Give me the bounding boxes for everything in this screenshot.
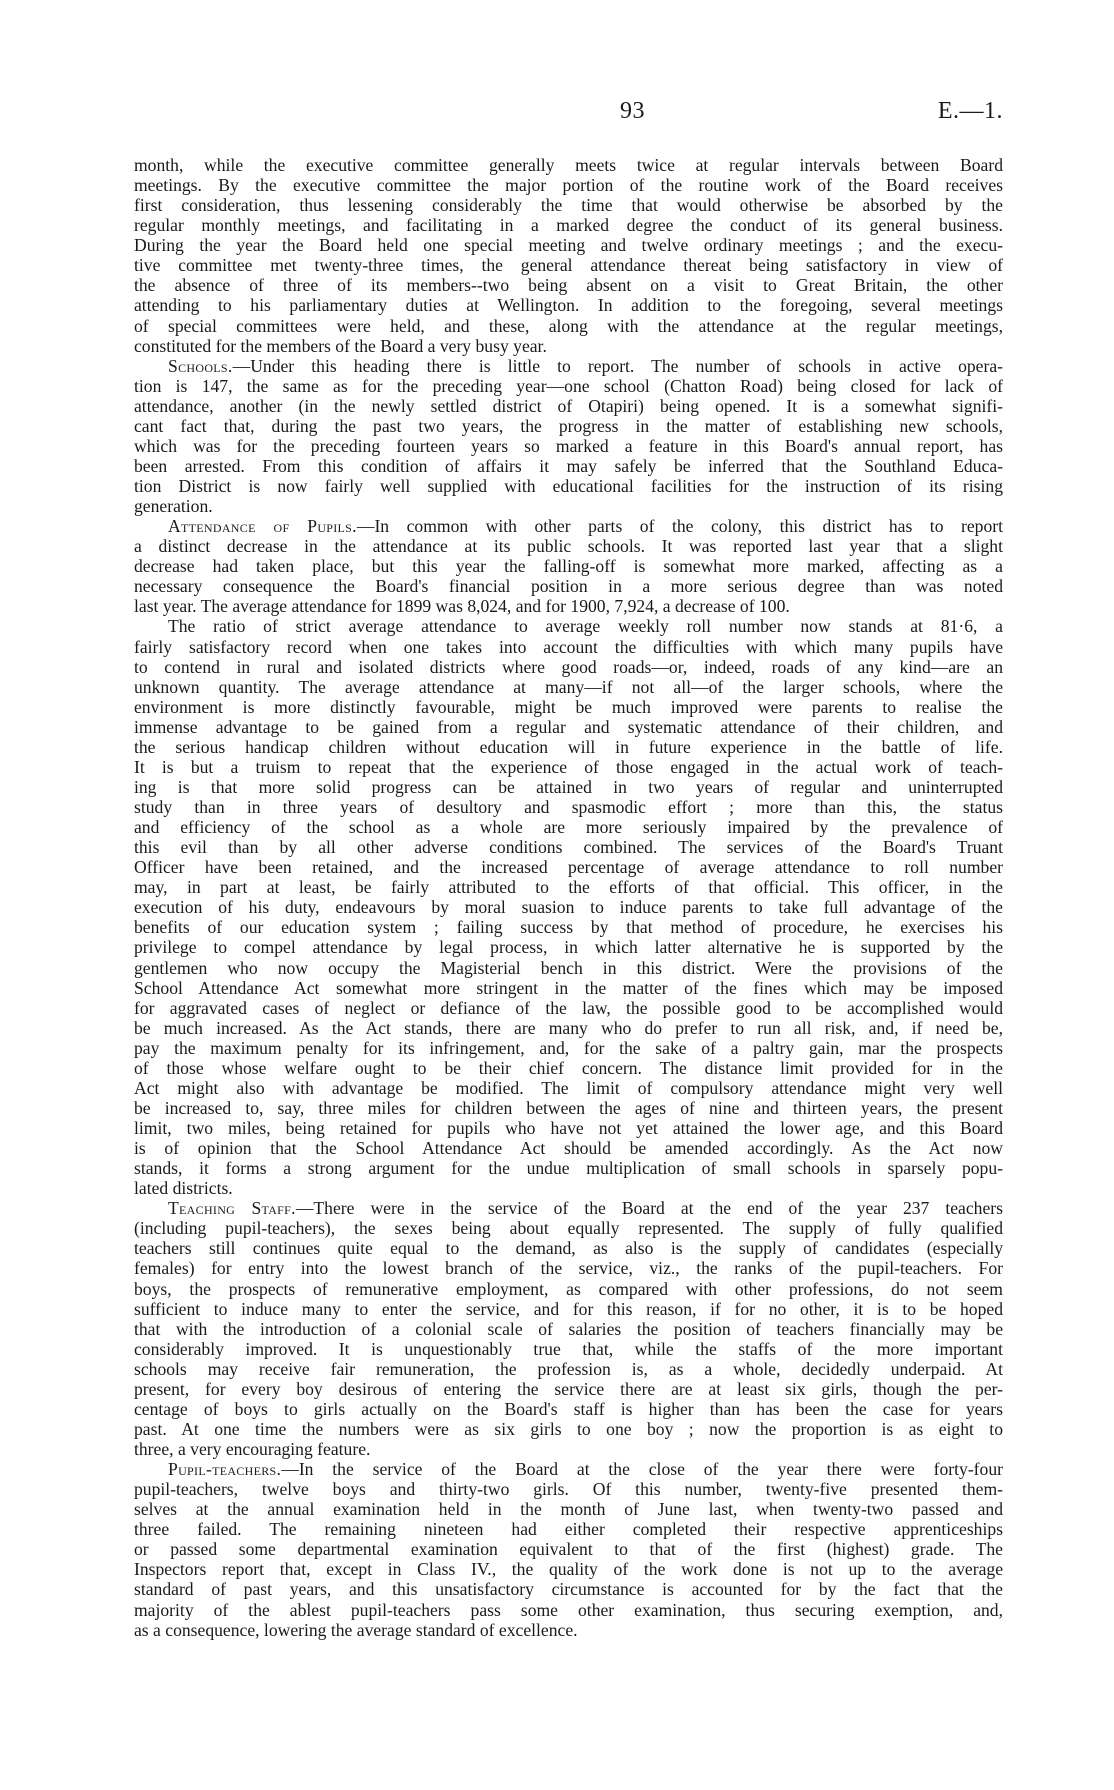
text-line	[134, 1198, 1003, 1218]
text-line	[134, 1459, 1003, 1479]
line-text: gentlemen who now occupy the Magisterial bench in this district. Were the provisions of the	[134, 957, 1003, 978]
text-line	[134, 1299, 1003, 1319]
text-line	[134, 797, 1003, 817]
line-text: tion is 147, the same as for the preceding year—one school (Chatton Road) being closed for lack of	[134, 375, 1003, 396]
line-text: lated districts.	[134, 1178, 233, 1199]
text-line	[134, 1279, 1003, 1299]
line-text: stands, it forms a strong argument for the undue multiplication of small schools in sparsely popu-	[134, 1158, 1003, 1179]
line-text: three, a very encouraging feature.	[134, 1439, 371, 1459]
line-text: last year. The average attendance for 1899 was 8,024, and for 1900, 7,924, a decrease of 100.	[134, 596, 790, 617]
text-line	[134, 857, 1003, 877]
text-line	[134, 837, 1003, 857]
line-text: schools may receive fair remuneration, the profession is, as a whole, decidedly underpaid. At	[134, 1358, 1003, 1379]
line-text: standard of past years, and this unsatisfactory circumstance is accounted for by the fact that the	[134, 1579, 1003, 1600]
text-line	[134, 1018, 1003, 1038]
paragraph	[134, 616, 1003, 1198]
line-text: this evil than by all other adverse conditions combined. The services of the Board's Truant	[134, 837, 1003, 858]
line-text: the serious handicap children without education will in future experience in the battle of life.	[134, 736, 1003, 757]
line-text: pupil-teachers, twelve boys and thirty-two girls. Of this number, twenty-five presented them-	[134, 1479, 1003, 1500]
line-text: present, for every boy desirous of entering the service there are at least six girls, though the per-	[134, 1378, 1003, 1399]
line-text: ing is that more solid progress can be attained in two years of regular and uninterrupted	[134, 776, 1003, 797]
text-line	[134, 1359, 1003, 1379]
text-line	[134, 1138, 1003, 1158]
paragraph	[134, 1459, 1003, 1640]
text-line	[134, 1519, 1003, 1539]
line-text: teachers still continues quite equal to the demand, as also is the supply of candidates (especially	[134, 1238, 1003, 1259]
text-line	[134, 396, 1003, 416]
text-line	[134, 175, 1003, 195]
text-line	[134, 1118, 1003, 1138]
line-text: and efficiency of the school as a whole are more seriously impaired by the prevalence of	[134, 817, 1003, 838]
text-line	[134, 737, 1003, 757]
text-line	[134, 1600, 1003, 1620]
paragraph	[134, 155, 1003, 356]
line-text: regular monthly meetings, and facilitating in a marked degree the conduct of its general business.	[134, 215, 1003, 236]
line-text: Officer have been retained, and the increased percentage of average attendance to roll number	[134, 857, 1003, 878]
text-line	[134, 697, 1003, 717]
text-line	[134, 757, 1003, 777]
line-text: be increased to, say, three miles for children between the ages of nine and thirteen years, the present	[134, 1097, 1003, 1118]
line-text: Act might also with advantage be modified. The limit of compulsory attendance might very well	[134, 1077, 1003, 1098]
line-text: —In common with other parts of the colony, this district has to report	[356, 516, 1003, 537]
text-line	[134, 998, 1003, 1018]
text-line	[134, 1339, 1003, 1359]
text-line	[134, 255, 1003, 275]
text-line	[134, 1319, 1003, 1339]
text-line	[134, 1078, 1003, 1098]
text-line	[134, 1178, 1003, 1198]
text-line	[134, 416, 1003, 436]
text-line	[134, 556, 1003, 576]
text-line	[134, 1559, 1003, 1579]
text-line	[134, 817, 1003, 837]
text-line	[134, 677, 1003, 697]
line-text: —There were in the service of the Board at the end of the year 237 teachers	[295, 1198, 1003, 1219]
text-line	[134, 215, 1003, 235]
text-line	[134, 1499, 1003, 1519]
line-text: execution of his duty, endeavours by moral suasion to induce parents to take full advantage of the	[134, 897, 1003, 918]
line-text: —Under this heading there is little to report. The number of schools in active opera-	[232, 355, 1003, 376]
text-line	[134, 316, 1003, 336]
text-line	[134, 516, 1003, 536]
line-text: environment is more distinctly favourable, might be much improved were parents to realise the	[134, 696, 1003, 717]
line-text: tion District is now fairly well supplied with educational facilities for the instruction of its rising	[134, 476, 1003, 496]
text-line	[134, 1098, 1003, 1118]
line-text: majority of the ablest pupil-teachers pass some other examination, thus securing exemption, and,	[134, 1599, 1003, 1620]
text-line	[134, 777, 1003, 797]
text-line	[134, 596, 1003, 616]
text-line	[134, 356, 1003, 376]
text-line	[134, 657, 1003, 677]
text-line	[134, 1419, 1003, 1439]
line-text: sufficient to induce many to enter the service, and for this reason, if for no other, it is to be hoped	[134, 1298, 1003, 1319]
text-line	[134, 275, 1003, 295]
line-text: tive committee met twenty-three times, the general attendance thereat being satisfactory in view of	[134, 255, 1003, 276]
line-text: first consideration, thus lessening considerably the time that would otherwise be absorbed by the	[134, 195, 1003, 216]
line-text: for aggravated cases of neglect or defiance of the law, the possible good to be accomplished would	[134, 997, 1003, 1018]
section-heading: Pupil-teachers.	[168, 1459, 282, 1480]
line-text: of those whose welfare ought to be their chief concern. The distance limit provided for in the	[134, 1057, 1003, 1078]
line-text: a distinct decrease in the attendance at its public schools. It was reported last year that a slight	[134, 536, 1003, 557]
line-text: Inspectors report that, except in Class IV., the quality of the work done is not up to the average	[134, 1559, 1003, 1580]
line-text: cant fact that, during the past two years, the progress in the matter of establishing new schools,	[134, 415, 1003, 436]
text-line	[134, 937, 1003, 957]
text-line	[134, 235, 1003, 255]
paragraph	[134, 1198, 1003, 1459]
section-heading: Attendance of Pupils.	[168, 516, 357, 537]
text-line	[134, 456, 1003, 476]
line-text: attendance, another (in the newly settled district of Otapiri) being opened. It is a somewhat signifi-	[134, 395, 1003, 416]
text-line	[134, 195, 1003, 215]
text-line	[134, 1238, 1003, 1258]
text-line	[134, 1479, 1003, 1499]
text-line	[134, 576, 1003, 596]
text-line	[134, 958, 1003, 978]
line-text: The ratio of strict average attendance to average weekly roll number now stands at 81·6, a	[168, 616, 1003, 637]
line-text: which was for the preceding fourteen years so marked a feature in this Board's annual report, has	[134, 435, 1003, 456]
text-line	[134, 637, 1003, 657]
line-text: been arrested. From this condition of affairs it may safely be inferred that the Southland Educa-	[134, 455, 1003, 476]
page-number: 93	[620, 98, 645, 124]
line-text: the absence of three of its members--two being absent on a visit to Great Britain, the other	[134, 275, 1003, 296]
line-text: decrease had taken place, but this year the falling-off is somewhat more marked, affecting as a	[134, 556, 1003, 577]
line-text: —In the service of the Board at the close of the year there were forty-four	[281, 1459, 1003, 1480]
line-text: be much increased. As the Act stands, there are many who do prefer to run all risk, and, if need be,	[134, 1017, 1003, 1038]
line-text: benefits of our education system ; failing success by that method of procedure, he exercises his	[134, 917, 1003, 938]
document-reference: E.—1.	[937, 98, 1003, 124]
line-text: selves at the annual examination held in the month of June last, when twenty-two passed and	[134, 1499, 1003, 1520]
text-line	[134, 1038, 1003, 1058]
text-line	[134, 917, 1003, 937]
line-text: immense advantage to be gained from a regular and systematic attendance of their children, and	[134, 716, 1003, 737]
line-text: females) for entry into the lowest branch of the service, viz., the ranks of the pupil-teachers. For	[134, 1258, 1003, 1279]
text-line	[134, 1539, 1003, 1559]
line-text: During the year the Board held one special meeting and twelve ordinary meetings ; and the execu-	[134, 235, 1003, 256]
text-line	[134, 1158, 1003, 1178]
text-line	[134, 536, 1003, 556]
line-text: of special committees were held, and these, along with the attendance at the regular meetings,	[134, 315, 1003, 336]
line-text: that with the introduction of a colonial scale of salaries the position of teachers financially may be	[134, 1318, 1003, 1339]
line-text: School Attendance Act somewhat more stringent in the matter of the fines which may be imposed	[134, 977, 1003, 998]
paragraph	[134, 516, 1003, 616]
text-line	[134, 496, 1003, 516]
text-line	[134, 436, 1003, 456]
line-text: attending to his parliamentary duties at Wellington. In addition to the foregoing, several meetings	[134, 295, 1003, 316]
line-text: necessary consequence the Board's financial position in a more serious degree than was noted	[134, 576, 1003, 597]
line-text: meetings. By the executive committee the major portion of the routine work of the Board receives	[134, 175, 1003, 196]
text-line	[134, 336, 1003, 356]
paragraph	[134, 356, 1003, 517]
line-text: month, while the executive committee generally meets twice at regular intervals between Board	[134, 155, 1003, 175]
text-line	[134, 717, 1003, 737]
line-text: It is but a truism to repeat that the experience of those engaged in the actual work of teach-	[134, 756, 1003, 777]
text-line	[134, 1579, 1003, 1599]
line-text: study than in three years of desultory and spasmodic effort ; more than this, the status	[134, 797, 1003, 817]
line-text: is of opinion that the School Attendance Act should be amended accordingly. As the Act now	[134, 1138, 1003, 1159]
line-text: generation.	[134, 496, 213, 517]
text-line	[134, 877, 1003, 897]
line-text: or passed some departmental examination equivalent to that of the first (highest) grade. The	[134, 1539, 1003, 1560]
text-line	[134, 376, 1003, 396]
line-text: constituted for the members of the Board a very busy year.	[134, 335, 547, 356]
line-text: privilege to compel attendance by legal process, in which latter alternative he is supported by the	[134, 937, 1003, 958]
text-line	[134, 1218, 1003, 1238]
line-text: pay the maximum penalty for its infringement, and, for the sake of a paltry gain, mar the prospects	[134, 1037, 1003, 1058]
line-text: three failed. The remaining nineteen had either completed their respective apprenticeships	[134, 1519, 1003, 1540]
text-line	[134, 1439, 1003, 1459]
line-text: past. At one time the numbers were as six girls to one boy ; now the proportion is as eight to	[134, 1418, 1003, 1439]
section-heading: Teaching Staff.	[168, 1198, 296, 1219]
text-line	[134, 1258, 1003, 1278]
line-text: limit, two miles, being retained for pupils who have not yet attained the lower age, and this Board	[134, 1118, 1003, 1138]
line-text: (including pupil-teachers), the sexes being about equally represented. The supply of fully qualified	[134, 1218, 1003, 1239]
text-line	[134, 1379, 1003, 1399]
text-line	[134, 1620, 1003, 1640]
line-text: centage of boys to girls actually on the Board's staff is higher than has been the case for years	[134, 1398, 1003, 1419]
text-line	[134, 476, 1003, 496]
line-text: fairly satisfactory record when one takes into account the difficulties with which many pupils have	[134, 636, 1003, 657]
body-text	[134, 155, 1003, 1640]
text-line	[134, 978, 1003, 998]
line-text: unknown quantity. The average attendance at many—if not all—of the larger schools, where the	[134, 676, 1003, 697]
text-line	[134, 616, 1003, 636]
text-line	[134, 155, 1003, 175]
line-text: considerably improved. It is unquestionably true that, while the staffs of the more important	[134, 1338, 1003, 1359]
line-text: boys, the prospects of remunerative employment, as compared with other professions, do not seem	[134, 1278, 1003, 1299]
line-text: to contend in rural and isolated districts where good roads—or, indeed, roads of any kind—are an	[134, 656, 1003, 677]
section-heading: Schools.	[168, 355, 233, 376]
line-text: as a consequence, lowering the average standard of excellence.	[134, 1619, 578, 1640]
text-line	[134, 295, 1003, 315]
text-line	[134, 1058, 1003, 1078]
line-text: may, in part at least, be fairly attributed to the efforts of that official. This officer, in the	[134, 877, 1003, 898]
text-line	[134, 897, 1003, 917]
text-line	[134, 1399, 1003, 1419]
